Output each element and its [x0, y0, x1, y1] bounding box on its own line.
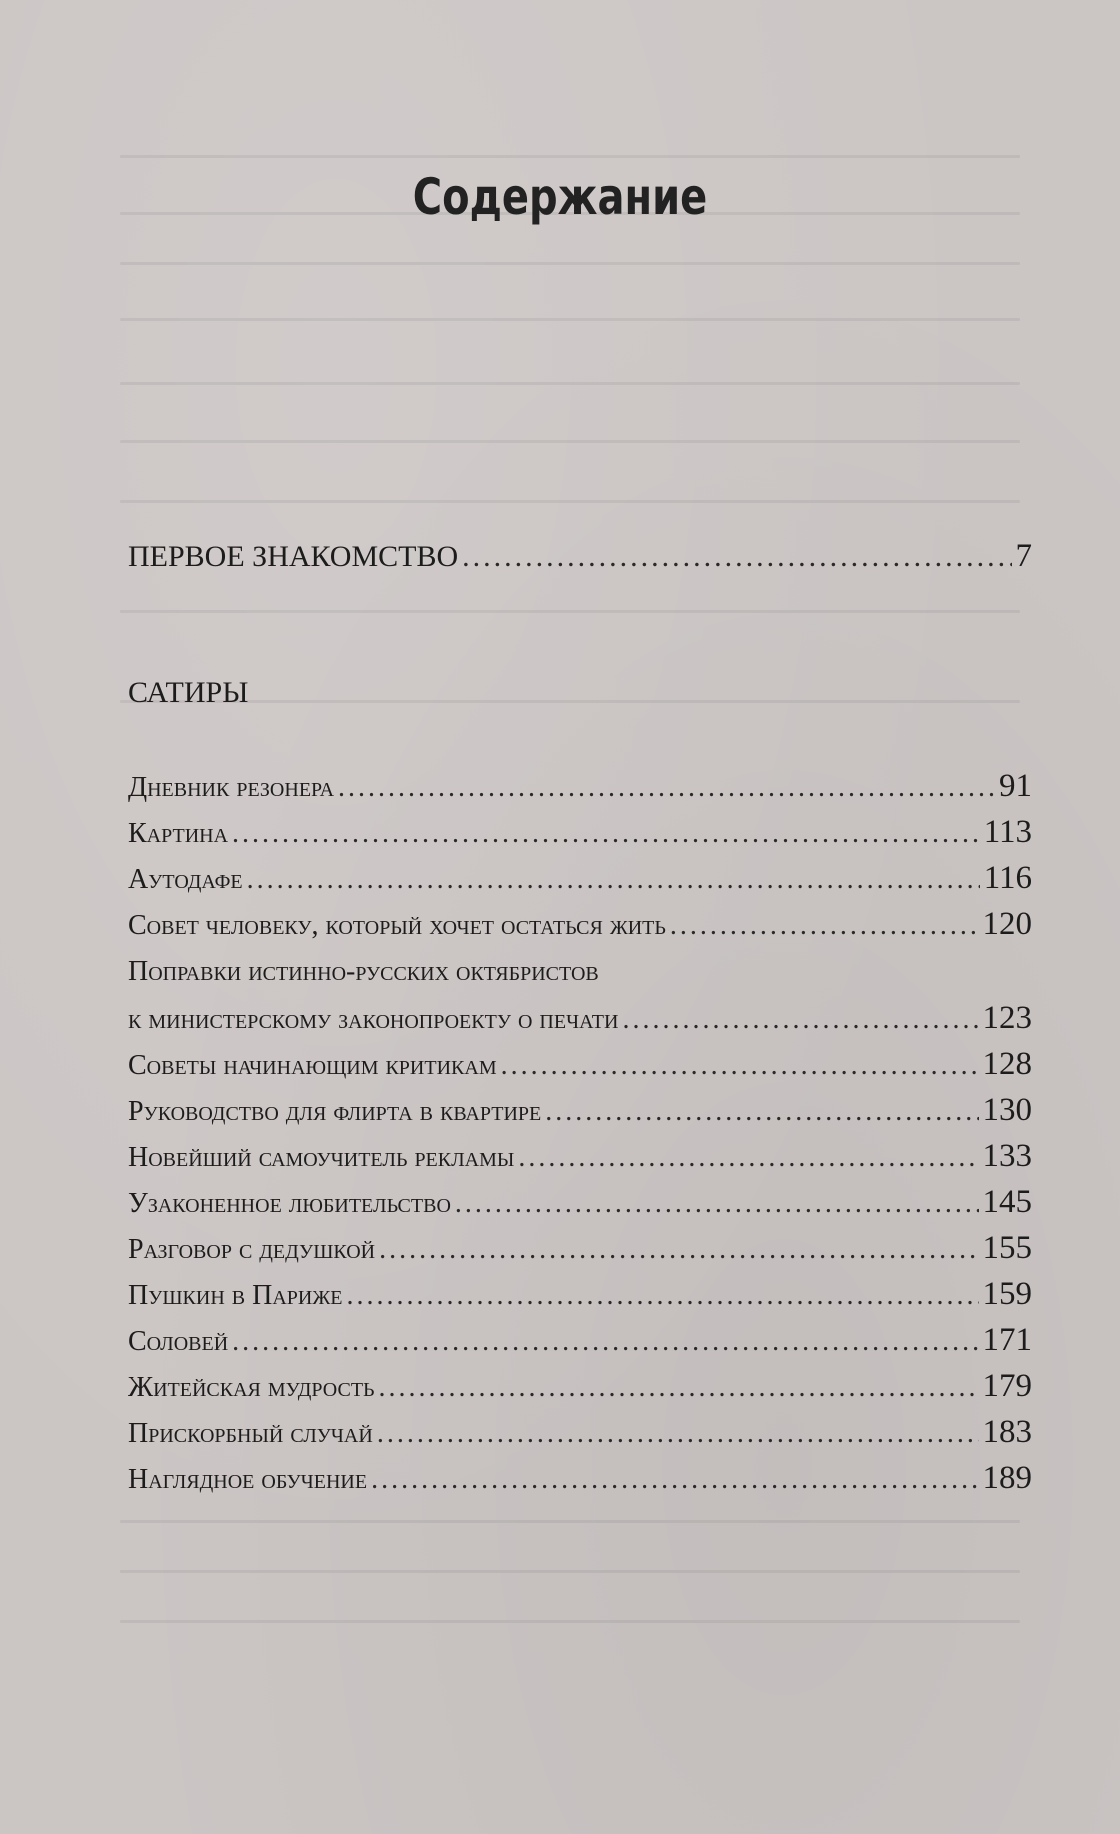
toc-leader-dots — [670, 912, 979, 940]
toc-entry-label: Разговор с дедушкой — [128, 1234, 376, 1265]
toc-leader-dots — [371, 1466, 978, 1494]
show-through-line — [120, 382, 1020, 385]
toc-leader-dots — [455, 1190, 979, 1218]
toc-leader-dots — [338, 774, 995, 802]
toc-leader-dots — [347, 1282, 979, 1310]
toc-leader-dots — [622, 1006, 978, 1034]
toc-entry — [128, 1232, 1032, 1265]
toc-page-number: 130 — [982, 1092, 1032, 1128]
toc-entry — [128, 862, 1032, 895]
toc-entry-label: Пушкин в Париже — [128, 1280, 343, 1311]
toc-page-number: 155 — [982, 1230, 1032, 1266]
toc-entry — [128, 1324, 1032, 1357]
toc-leader-dots — [379, 1374, 979, 1402]
show-through-line — [120, 500, 1020, 503]
toc-page-number: 91 — [999, 768, 1032, 804]
toc-leader-dots — [232, 1328, 978, 1356]
toc-leader-dots — [379, 1236, 978, 1264]
toc-entry-label: к министерскому законопроекту о печати — [128, 1004, 619, 1035]
show-through-line — [120, 262, 1020, 265]
toc-entry-label: Аутодафе — [128, 864, 243, 895]
show-through-line — [120, 1620, 1020, 1623]
toc-page-number: 183 — [982, 1414, 1032, 1450]
toc-page-number: 123 — [982, 1000, 1032, 1036]
toc-entry-label: Прискорбный случай — [128, 1418, 373, 1449]
toc-leader-dots — [518, 1144, 978, 1172]
section-heading: САТИРЫ — [128, 676, 249, 709]
toc-leader-dots — [377, 1420, 979, 1448]
toc-entry — [128, 1370, 1032, 1403]
toc-page-number: 120 — [982, 906, 1032, 942]
toc-entry-label: Соловей — [128, 1326, 229, 1357]
show-through-line — [120, 318, 1020, 321]
toc-entry — [128, 1416, 1032, 1449]
toc-leader-dots — [501, 1052, 979, 1080]
toc-entry-label: Картина — [128, 818, 229, 849]
toc-leader-dots — [545, 1098, 978, 1126]
toc-entry-label: Дневник резонера — [128, 772, 335, 803]
toc-page-number: 7 — [1015, 538, 1032, 574]
toc-entry — [128, 1002, 1032, 1035]
toc-page-number: 128 — [982, 1046, 1032, 1082]
toc-entry — [128, 1278, 1032, 1311]
show-through-line — [120, 700, 1020, 703]
toc-page-number: 113 — [983, 814, 1032, 850]
toc-page-number: 116 — [983, 860, 1032, 896]
toc-leader-dots — [462, 542, 1011, 572]
toc-entry-label: Узаконенное любительство — [128, 1188, 451, 1219]
toc-entry — [128, 1186, 1032, 1219]
toc-entry-label: Житейская мудрость — [128, 1372, 375, 1403]
toc-entry — [128, 770, 1032, 803]
toc-page-number: 189 — [982, 1460, 1032, 1496]
toc-entry-label: ПЕРВОЕ ЗНАКОМСТВО — [128, 540, 459, 573]
toc-entry-label: Руководство для флирта в квартире — [128, 1096, 542, 1127]
toc-leader-dots — [247, 866, 980, 894]
show-through-line — [120, 610, 1020, 613]
toc-entry — [128, 1140, 1032, 1173]
toc-entry-first-acquaintance — [128, 540, 1032, 573]
toc-entry — [128, 1094, 1032, 1127]
toc-page-number: 179 — [982, 1368, 1032, 1404]
toc-entry-label: Новейший самоучитель рекламы — [128, 1142, 515, 1173]
show-through-line — [120, 1520, 1020, 1523]
toc-entry — [128, 816, 1032, 849]
toc-leader-dots — [232, 820, 980, 848]
toc-page-number: 171 — [982, 1322, 1032, 1358]
show-through-line — [120, 1570, 1020, 1573]
toc-entry-label: Совет человеку, который хочет остаться жить — [128, 910, 666, 941]
toc-page-number: 159 — [982, 1276, 1032, 1312]
show-through-line — [120, 440, 1020, 443]
toc-entry — [128, 1462, 1032, 1495]
toc-entry-label: Наглядное обучение — [128, 1464, 368, 1495]
toc-entry-label-line-1: Поправки истинно-русских октябристов — [128, 956, 599, 987]
page-title: Содержание — [412, 168, 708, 226]
toc-entry-label: Советы начинающим критикам — [128, 1050, 497, 1081]
toc-entry — [128, 908, 1032, 941]
show-through-line — [120, 155, 1020, 158]
toc-page-number: 145 — [982, 1184, 1032, 1220]
toc-entry — [128, 1048, 1032, 1081]
toc-page-number: 133 — [982, 1138, 1032, 1174]
